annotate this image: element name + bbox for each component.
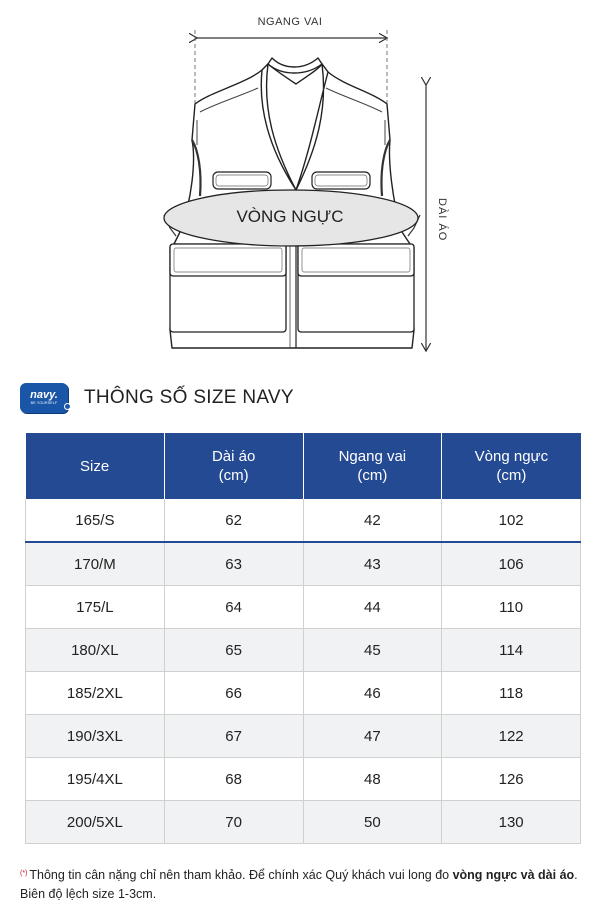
size-table xyxy=(25,433,581,844)
cell-size: 165/S xyxy=(26,499,165,542)
cell-shoulder: 43 xyxy=(303,542,442,586)
header-size: Size xyxy=(26,433,165,499)
cell-size: 170/M xyxy=(26,542,165,586)
cell-length: 66 xyxy=(164,672,303,715)
cell-shoulder: 46 xyxy=(303,672,442,715)
table-row xyxy=(26,758,581,801)
cell-chest: 130 xyxy=(442,801,581,844)
cell-chest: 114 xyxy=(442,629,581,672)
table-row xyxy=(26,801,581,844)
cell-chest: 118 xyxy=(442,672,581,715)
cell-chest: 122 xyxy=(442,715,581,758)
cell-length: 62 xyxy=(164,499,303,542)
table-row xyxy=(26,499,581,542)
cell-chest: 106 xyxy=(442,542,581,586)
shoulder-width-label: NGANG VAI xyxy=(257,16,323,28)
cell-length: 70 xyxy=(164,801,303,844)
footnote-bold-length: và dài áo xyxy=(520,868,575,882)
cell-size: 195/4XL xyxy=(26,758,165,801)
cell-shoulder: 42 xyxy=(303,499,442,542)
navy-logo xyxy=(20,383,68,413)
cell-chest: 110 xyxy=(442,586,581,629)
cell-length: 63 xyxy=(164,542,303,586)
footnote-marker: (*) xyxy=(20,870,28,877)
logo-tagline: BE YOURSELF xyxy=(30,401,58,405)
vest-illustration xyxy=(0,0,600,370)
vest-diagram xyxy=(0,0,600,370)
cell-size: 180/XL xyxy=(26,629,165,672)
table-row xyxy=(26,715,581,758)
cell-length: 65 xyxy=(164,629,303,672)
cell-shoulder: 47 xyxy=(303,715,442,758)
cell-shoulder: 45 xyxy=(303,629,442,672)
cell-size: 190/3XL xyxy=(26,715,165,758)
header-chest: Vòng ngực (cm) xyxy=(442,433,581,499)
logo-registered-mark xyxy=(64,403,71,410)
cell-shoulder: 44 xyxy=(303,586,442,629)
cell-size: 185/2XL xyxy=(26,672,165,715)
cell-shoulder: 50 xyxy=(303,801,442,844)
title-row xyxy=(20,380,294,416)
table-row xyxy=(26,629,581,672)
table-row xyxy=(26,586,581,629)
cell-shoulder: 48 xyxy=(303,758,442,801)
cell-chest: 126 xyxy=(442,758,581,801)
footnote-text: Thông tin cân nặng chỉ nên tham khảo. Để chính xác Quý khách vui long đo xyxy=(29,868,453,882)
cell-length: 68 xyxy=(164,758,303,801)
table-header-row xyxy=(26,433,581,499)
cell-size: 200/5XL xyxy=(26,801,165,844)
cell-size: 175/L xyxy=(26,586,165,629)
table-row xyxy=(26,672,581,715)
header-length: Dài áo (cm) xyxy=(164,433,303,499)
length-label: DÀI ÁO xyxy=(436,198,448,242)
footnote-bold-chest: vòng ngực xyxy=(452,868,518,882)
page-title: THÔNG SỐ SIZE NAVY xyxy=(84,387,294,408)
footnote-tail: . Biên độ lệch size 1-3cm. xyxy=(20,868,578,901)
table-row xyxy=(26,542,581,586)
cell-length: 67 xyxy=(164,715,303,758)
cell-chest: 102 xyxy=(442,499,581,542)
logo-brand: navy. xyxy=(30,389,58,401)
header-shoulder: Ngang vai (cm) xyxy=(303,433,442,499)
cell-length: 64 xyxy=(164,586,303,629)
footnote xyxy=(20,866,585,904)
chest-label: VÒNG NGỰC xyxy=(236,207,344,226)
